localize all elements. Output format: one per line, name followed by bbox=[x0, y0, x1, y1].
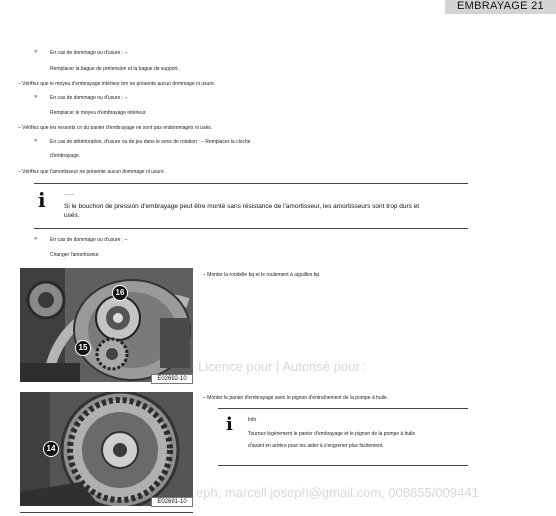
figure2-instruction: – Monter le panier d'embrayage avec le pignon d'entraînement de la pompe à huile. bbox=[203, 395, 389, 401]
watermark-line2: eph, marcell.joseph@gmail.com, 008855/009441 bbox=[196, 485, 479, 500]
figure1-caption: E02692-10 bbox=[151, 374, 193, 384]
note-label: ——— bbox=[64, 192, 75, 196]
figure1-photo bbox=[20, 268, 193, 382]
info-line2: d'avant en arrière pour les aider à s'engrener plus facilement. bbox=[248, 443, 384, 449]
info-bottom-rule bbox=[218, 465, 468, 466]
step3-continuation: d'embrayage. bbox=[50, 153, 81, 159]
info-icon: i bbox=[226, 414, 233, 435]
bullet-icon: » bbox=[34, 94, 38, 100]
callout-15: 15 bbox=[75, 340, 91, 356]
note-text bbox=[64, 202, 462, 220]
callout-16: 16 bbox=[112, 285, 128, 301]
bullet-icon: » bbox=[34, 49, 38, 55]
note-text-line1: Si le bouchon de pression d'embrayage peut être monté sans résistance de l'amortisseur, les amortisseurs sont trop durs et bbox=[64, 203, 420, 210]
step2-action: Remplacer le moyeu d'embrayage intérieur. bbox=[50, 110, 147, 116]
step4-action: Changer l'amortisseur. bbox=[50, 252, 100, 258]
callout-14: 14 bbox=[43, 441, 59, 457]
info-label: Info bbox=[248, 417, 257, 423]
step3-condition: En cas de détérioration, d'usure ou de jeu dans le sens de rotation : – Remplacer la cloche bbox=[50, 139, 251, 145]
step4-check: – Vérifiez que l'amortisseur ne présente aucun dommage ni usure. bbox=[18, 169, 166, 175]
step2-condition: En cas de dommage ou d'usure : – bbox=[50, 95, 128, 101]
info-top-rule bbox=[218, 408, 468, 409]
step3-check: – Vérifiez que les ressorts cn du panier d'embrayage ne sont pas endommagés ni usés. bbox=[18, 125, 213, 131]
info-icon: i bbox=[38, 188, 46, 212]
step4-condition: En cas de dommage ou d'usure : – bbox=[50, 237, 128, 243]
section-tab: EMBRAYAGE 21 bbox=[445, 0, 556, 14]
watermark-line1: Licence pour | Autorisé pour : bbox=[198, 359, 367, 374]
bottom-rule bbox=[20, 512, 193, 513]
info-line1: Tournez légèrement le panier d'embrayage et le pignon de la pompe à huile bbox=[248, 431, 416, 437]
step2-check: – Vérifiez que le moyeu d'embrayage intérieur bm ne présente aucun dommage ni usure. bbox=[18, 81, 216, 87]
note-text-line2: usés. bbox=[64, 212, 80, 219]
note-bottom-rule bbox=[34, 228, 468, 229]
figure2-caption: E02691-10 bbox=[151, 497, 193, 507]
figure1-instruction: – Monter la rondelle bq et le roulement à aiguilles bp. bbox=[203, 272, 321, 278]
step1-action: Remplacer la bague de prétension et la bague de support. bbox=[50, 66, 179, 72]
step1-condition: En cas de dommage ou d'usure : – bbox=[50, 50, 128, 56]
bullet-icon: » bbox=[34, 138, 38, 144]
note-top-rule bbox=[34, 183, 468, 184]
bullet-icon: » bbox=[34, 236, 38, 242]
